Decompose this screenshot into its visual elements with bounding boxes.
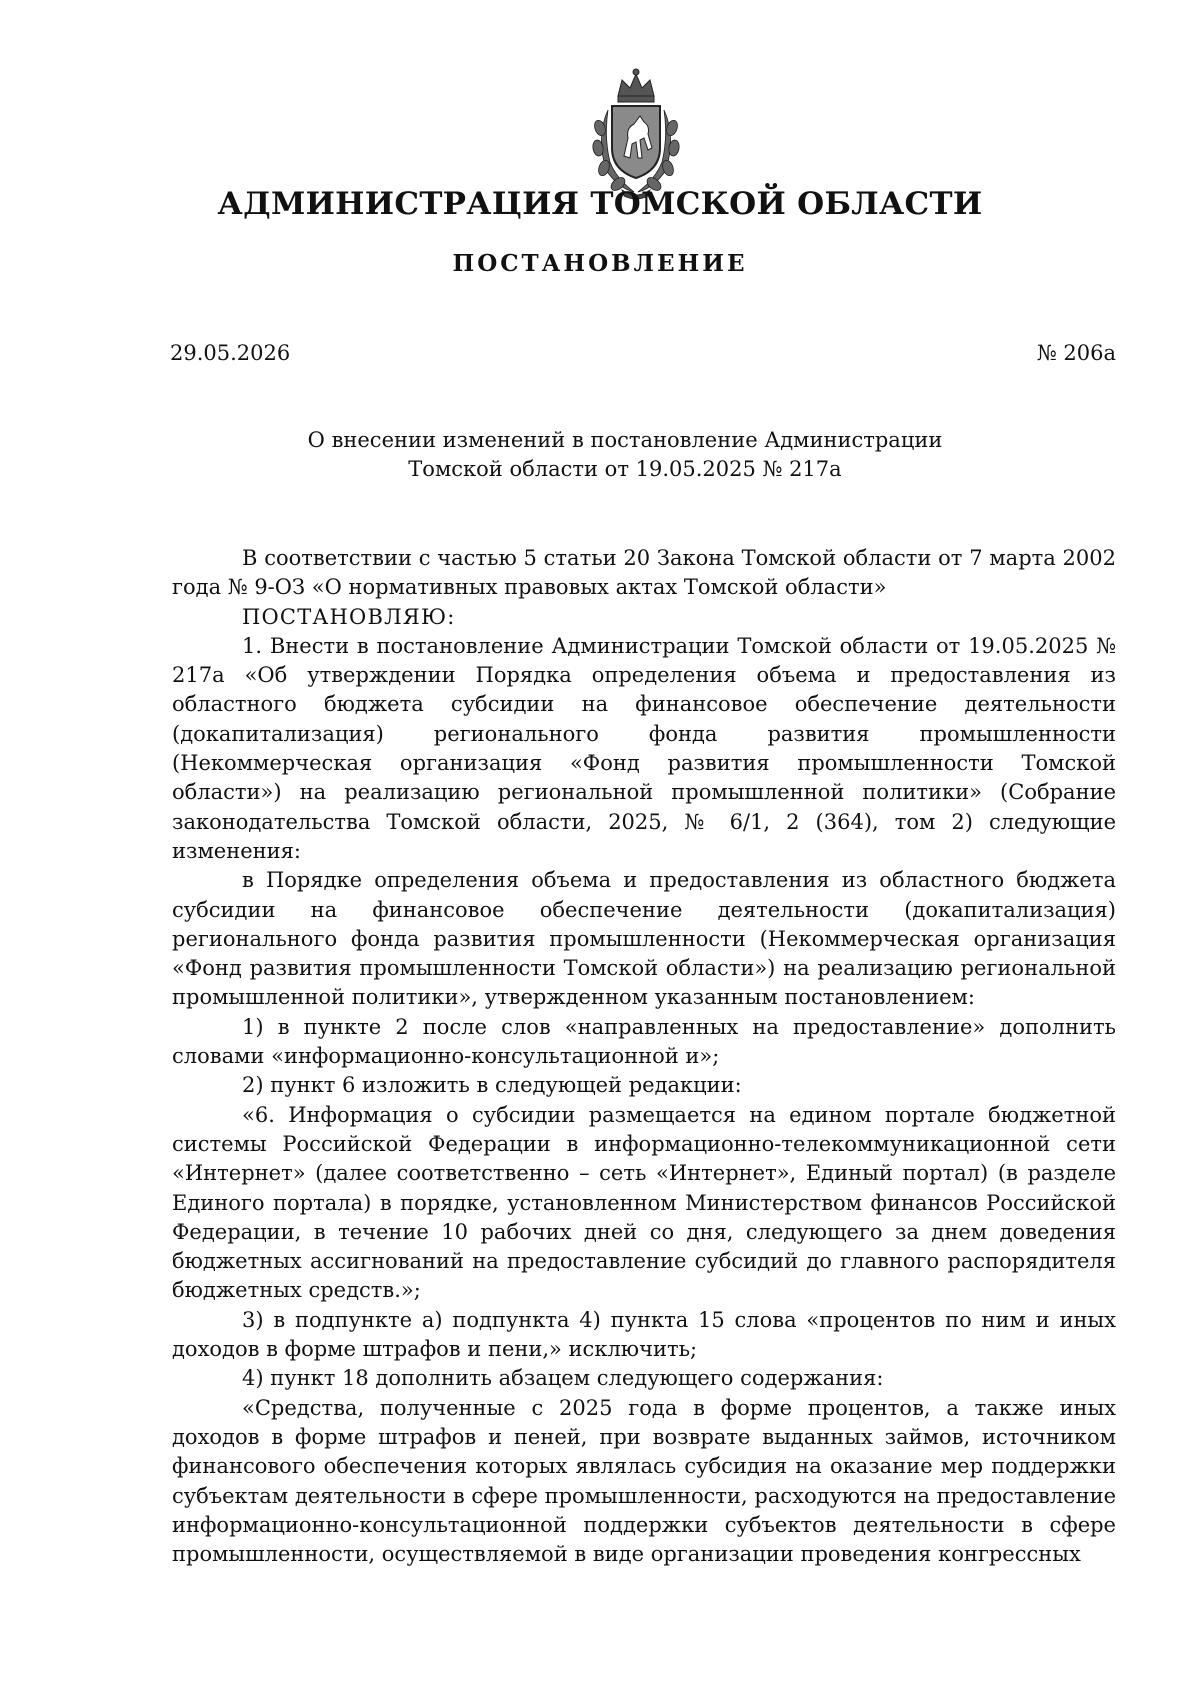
body-paragraph: «6. Информация о субсидии размещается на едином портале бюджетной системы Российской Федерации в информационно-телекоммуникационной сети «Интернет» (далее соответственно – сеть «Интернет», Единый портал) (в разделе Единого портала) в порядке, установленном Министерством финансов Российской Федерации, в течение 10 рабочих дней со дня, следующего за днем доведения бюджетных ассигнований на предоставление субсидий до главного распорядителя бюджетных средств.»; bbox=[172, 1102, 1116, 1303]
decree-keyword: ПОСТАНОВЛЯЮ: bbox=[242, 604, 456, 629]
document-type: ПОСТАНОВЛЕНИЕ bbox=[452, 250, 748, 277]
organization-title: АДМИНИСТРАЦИЯ ТОМСКОЙ ОБЛАСТИ bbox=[217, 186, 983, 222]
body-paragraph: 1) в пункте 2 после слов «направленных на предоставление» дополнить словами «информационно-консультационной и»; bbox=[172, 1014, 1116, 1069]
subject-line-2: Томской области от 19.05.2025 № 217а bbox=[408, 457, 842, 481]
document-number: № 206а bbox=[1036, 341, 1116, 365]
body-paragraph: 1. Внести в постановление Администрации Томской области от 19.05.2025 № 217а «Об утверждении Порядка определения объема и предоставления из областного бюджета субсидии на финансовое обеспечение деятельности (докапитализация) регионального фонда развития промышленности (Некоммерческая организация «Фонд развития промышленности Томской области») на реализацию региональной промышленной политики» (Собрание законодательства Томской области, 2025, № 6/1, 2 (364), том 2) следующие изменения: bbox=[172, 633, 1116, 863]
tomsk-oblast-coat-of-arms-icon bbox=[578, 66, 694, 200]
body-paragraph: 2) пункт 6 изложить в следующей редакции: bbox=[242, 1073, 742, 1098]
body-paragraph: 4) пункт 18 дополнить абзацем следующего содержания: bbox=[242, 1366, 884, 1391]
document-body bbox=[172, 544, 1116, 1569]
body-paragraph: в Порядке определения объема и предоставления из областного бюджета субсидии на финансовое обеспечение деятельности (докапитализация) регионального фонда развития промышленности (Некоммерческая организация «Фонд развития промышленности Томской области») на реализацию региональной промышленной политики», утвержденном указанным постановлением: bbox=[172, 868, 1116, 1010]
document-subject bbox=[150, 426, 1100, 484]
document-date: 29.05.2026 bbox=[170, 341, 291, 365]
body-paragraph: В соответствии с частью 5 статьи 20 Закона Томской области от 7 марта 2002 года № 9-ОЗ «О нормативных правовых актах Томской области» bbox=[172, 546, 1116, 600]
body-paragraph: «Средства, полученные с 2025 года в форме процентов, а также иных доходов в форме штрафов и пеней, при возврате выданных займов, источником финансового обеспечения которых являлась субсидия на оказание мер поддержки субъектам деятельности в сфере промышленности, расходуются на предоставление информационно-консультационной поддержки субъектов деятельности в сфере промышленности, осуществляемой в виде организации проведения конгрессных bbox=[172, 1395, 1117, 1567]
subject-line-1: О внесении изменений в постановление Администрации bbox=[307, 428, 943, 452]
body-paragraph: 3) в подпункте а) подпункта 4) пункта 15 слова «процентов по ним и иных доходов в форме штрафов и пени,» исключить; bbox=[172, 1307, 1116, 1362]
